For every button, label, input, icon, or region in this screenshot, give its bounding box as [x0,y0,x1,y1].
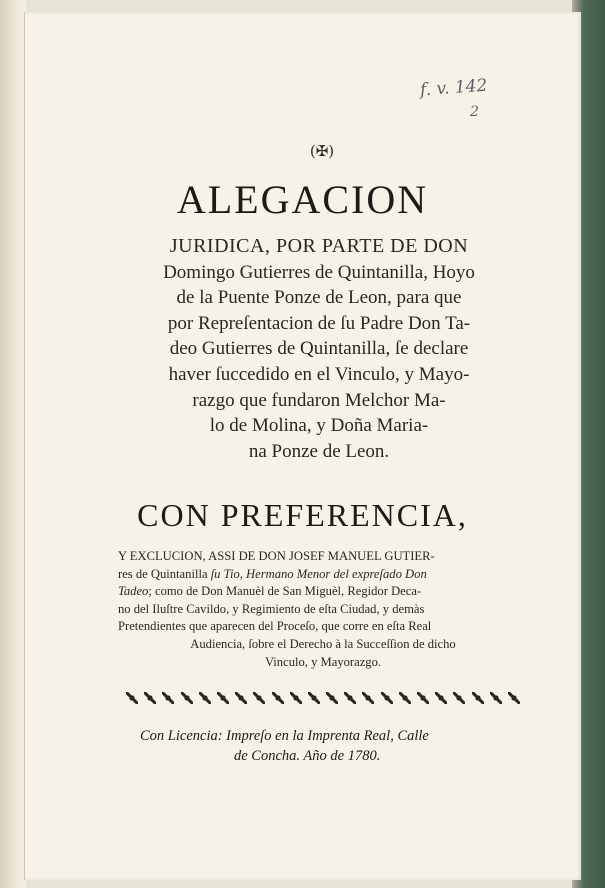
fleuron-icon [199,692,211,704]
fleuron-icon [253,692,265,704]
fleuron-icon [417,692,429,704]
fleuron-icon [272,692,284,704]
paragraph-line: Vinculo, y Mayorazgo. [264,654,382,669]
book-spine-gutter [0,0,26,888]
fleuron-icon [399,692,411,704]
fleuron-icon [381,692,393,704]
exclusion-paragraph [118,548,528,671]
body-line: haver ſuccedido en el Vinculo, y Mayo- [168,363,470,385]
body-line: JURIDICA, POR PARTE DE DON [169,235,469,257]
fleuron-icon [435,692,447,704]
pencil-shelfmark: f. v. 142 [419,75,488,101]
fleuron-icon [362,692,374,704]
paragraph-line [118,583,528,601]
body-line: na Ponze de Leon. [248,440,390,462]
pencil-shelfmark-sub: 2 [470,104,479,120]
text-run: ; como de Don Manuèl de San Miguèl, Regidor Deca- [148,584,422,599]
fleuron-icon [508,692,520,704]
italic-run: ſu Tio, Hermano Menor del expreſado Don [210,566,427,581]
fleuron-icon [217,692,229,704]
paragraph-line: Audiencia, ſobre el Derecho à la Succeſſion de dicho [190,636,456,651]
fleuron-icon [181,692,193,704]
title-body [114,234,524,464]
fleuron-icon [472,692,484,704]
body-line: razgo que fundaron Melchor Ma- [192,389,446,411]
paragraph-line: Pretendientes que aparecen del Proceſo, que corre en eſta Real [118,619,432,634]
text-run: res de Quintanilla [118,566,211,581]
imprint-line: Con Licencia: Impreſo en la Imprenta Real, Calle [140,728,429,744]
fleuron-icon [235,692,247,704]
fleuron-icon [144,692,156,704]
fleuron-icon [290,692,302,704]
paragraph-line [118,566,528,584]
imprint-line: de Concha. Año de 1780. [234,748,381,764]
fleuron-icon [308,692,320,704]
body-line: por Repreſentacion de ſu Padre Don Ta- [167,312,471,334]
body-line: de la Puente Ponze de Leon, para que [176,287,462,309]
subtitle: CON PREFERENCIA, [137,497,468,533]
fleuron-icon [126,692,138,704]
cross-ornament-icon: (✠) [309,142,335,160]
paragraph-line: no del Iluſtre Cavildo, y Regimiento de eſta Ciudad, y demàs [118,601,425,616]
printers-ornament-rule [126,688,520,708]
italic-run: Tadeo [118,584,149,599]
main-title: ALEGACION [176,177,429,222]
body-line: Domingo Gutierres de Quintanilla, Hoyo [163,261,475,283]
fleuron-icon [162,692,174,704]
fleuron-icon [344,692,356,704]
fleuron-icon [453,692,465,704]
body-line: deo Gutierres de Quintanilla, ſe declare [169,338,469,360]
fleuron-icon [490,692,502,704]
fleuron-icon [326,692,338,704]
body-line: lo de Molina, y Doña Maria- [209,415,429,437]
imprint [140,726,520,766]
paragraph-line: Y EXCLUCION, ASSI DE DON JOSEF MANUEL GUTIER- [118,549,435,563]
